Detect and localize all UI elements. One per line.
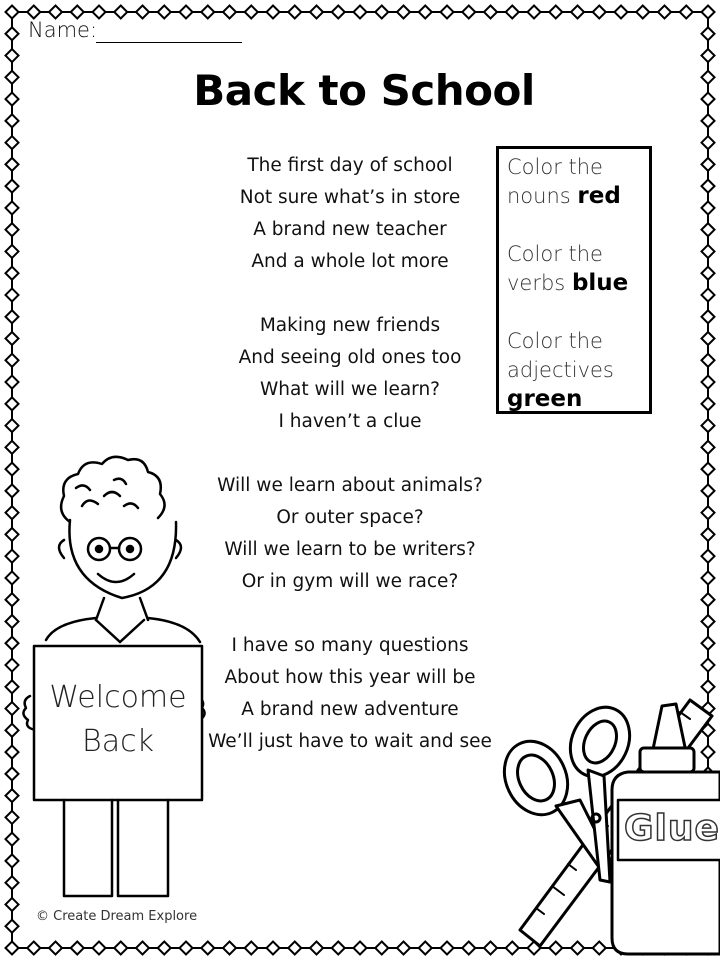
- poem-line: I have so many questions: [231, 635, 469, 656]
- poem-line: A brand new adventure: [241, 699, 459, 720]
- instruction-text: verbs: [507, 271, 566, 295]
- instruction-text: adjectives: [507, 358, 614, 382]
- poem-line: Or outer space?: [276, 507, 424, 528]
- poem-line: A brand new teacher: [253, 219, 447, 240]
- sign-line-1: Welcome: [49, 680, 187, 715]
- poem-line: And a whole lot more: [251, 251, 449, 272]
- worksheet-title: Back to School: [193, 66, 535, 115]
- poem-line: Or in gym will we race?: [241, 571, 459, 592]
- poem-line: And seeing old ones too: [238, 347, 462, 368]
- name-label: Name:: [28, 18, 98, 42]
- poem-line: Making new friends: [259, 315, 441, 336]
- poem-line: About how this year will be: [224, 667, 476, 688]
- poem-line: We’ll just have to wait and see: [208, 731, 492, 752]
- color-word-green: green: [507, 386, 583, 412]
- copyright-text: © Create Dream Explore: [36, 909, 198, 924]
- poem-line: What will we learn?: [260, 379, 440, 400]
- poem-line: Will we learn about animals?: [217, 475, 483, 496]
- color-word-red: red: [577, 183, 621, 209]
- instruction-text: Color the: [507, 242, 603, 266]
- instruction-text: Color the: [507, 155, 603, 179]
- poem-line: Not sure what’s in store: [239, 187, 461, 208]
- glue-label: Glue: [624, 808, 720, 849]
- poem-line: Will we learn to be writers?: [224, 539, 476, 560]
- poem-line: I haven’t a clue: [278, 411, 422, 432]
- sign-line-2: Back: [82, 724, 154, 759]
- color-word-blue: blue: [571, 270, 629, 296]
- poem-line: The first day of school: [247, 155, 453, 176]
- instruction-text: nouns: [507, 184, 571, 208]
- instruction-text: Color the: [507, 329, 603, 353]
